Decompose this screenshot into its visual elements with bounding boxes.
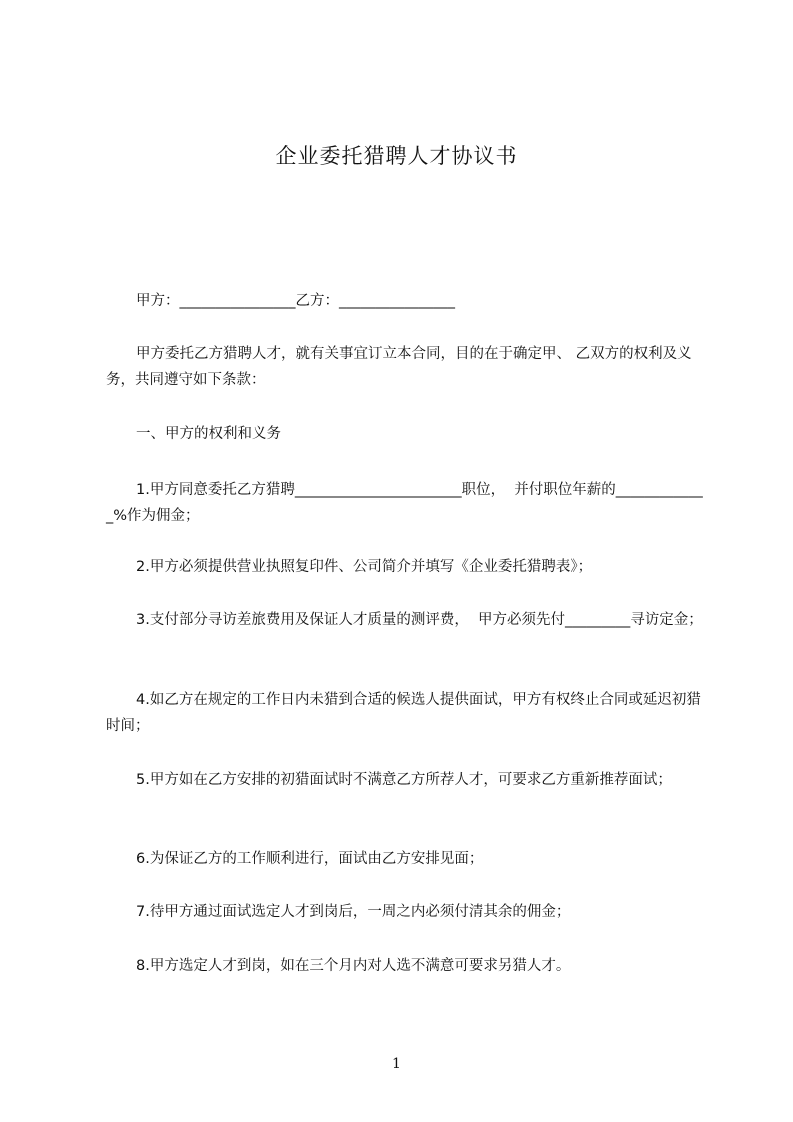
clause-6: 6.为保证乙方的工作顺利进行，面试由乙方安排见面； [136, 851, 484, 867]
page-number: 1 [392, 1056, 401, 1072]
section-heading: 一、甲方的权利和义务 [136, 426, 281, 442]
parties-line: 甲方：________________乙方：________________ [136, 293, 455, 309]
clause-8: 8.甲方选定人才到岗，如在三个月内对人选不满意可要求另猎人才。 [136, 958, 571, 974]
clause-5: 5.甲方如在乙方安排的初猎面试时不满意乙方所荐人才，可要求乙方重新推荐面试； [136, 772, 672, 788]
clause-1: 1.甲方同意委托乙方猎聘_______________________职位， 并付职位年薪的_____________%作为佣金； [106, 482, 703, 524]
clause-4: 4.如乙方在规定的工作日内未猎到合适的候选人提供面试，甲方有权终止合同或延迟初猎时间； [106, 692, 701, 734]
clause-3: 3.支付部分寻访差旅费用及保证人才质量的测评费， 甲方必须先付_________寻访定金； [136, 612, 703, 628]
document-title: 企业委托猎聘人才协议书 [275, 144, 518, 168]
intro-paragraph: 甲方委托乙方猎聘人才，就有关事宜订立本合同，目的在于确定甲、 乙双方的权利及义务，共同遵守如下条款： [106, 346, 692, 388]
clause-7: 7.待甲方通过面试选定人才到岗后，一周之内必须付清其余的佣金； [136, 904, 571, 920]
clause-2: 2.甲方必须提供营业执照复印件、公司简介并填写《企业委托猎聘表》； [136, 559, 593, 575]
